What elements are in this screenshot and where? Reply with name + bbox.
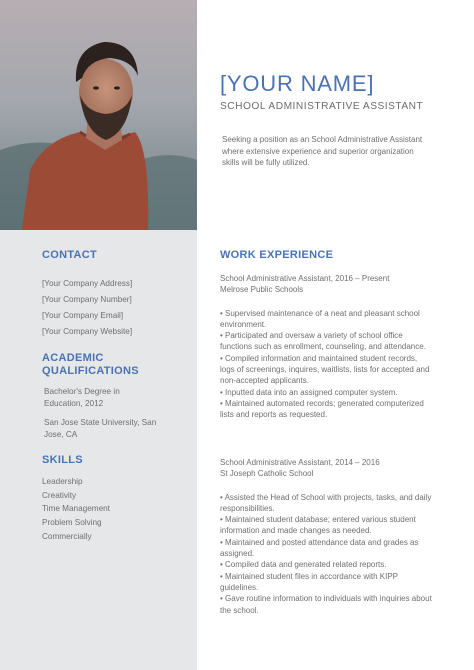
job-entry xyxy=(220,273,432,421)
skills-list xyxy=(42,475,192,544)
job-bullet: • Maintained student database; entered various student information and made changes as needed. xyxy=(220,515,416,536)
job-company: St Joseph Catholic School xyxy=(220,469,314,479)
job-bullet: • Inputted data into an assigned computer system. xyxy=(220,387,398,397)
contact-heading: CONTACT xyxy=(42,249,98,261)
education-school-line2: Jose, CA xyxy=(44,429,78,439)
contact-address: [Your Company Address] xyxy=(42,279,133,288)
education-school xyxy=(42,417,192,440)
sidebar xyxy=(0,0,197,670)
skill-item: Leadership xyxy=(42,477,83,486)
job-bullet: • Compiled information and maintained student records, logs of screenings, inquires, waitlists, lists for accepted and non-accepted applicants. xyxy=(220,353,430,386)
work-experience-heading: WORK EXPERIENCE xyxy=(220,249,334,261)
job-bullet: • Gave routine information to individuals with inquiries about the school. xyxy=(220,594,432,615)
job-title: School Administrative Assistant, 2016 – Present xyxy=(220,274,390,283)
job-bullet: • Maintained and posted attendance data and grades as assigned. xyxy=(220,537,419,559)
contact-number: [Your Company Number] xyxy=(42,295,132,304)
job-bullet: • Supervised maintenance of a neat and pleasant school environment. xyxy=(220,308,420,329)
contact-list xyxy=(42,276,192,340)
contact-website: [Your Company Website] xyxy=(42,327,133,336)
job-bullet: • Participated and oversaw a variety of school office functions such as enrollment, counseling, and attendance. xyxy=(220,331,426,352)
skill-item: Time Management xyxy=(42,504,110,514)
summary: Seeking a position as an School Administrative Assistant where extensive experience and superior organization skills will be fully utilized. xyxy=(222,135,423,167)
profile-photo xyxy=(0,0,197,230)
education-degree-line2: Education, 2012 xyxy=(44,398,104,408)
skill-item: Creativity xyxy=(42,490,77,500)
job-bullet: • Compiled data and generated related reports. xyxy=(220,560,387,570)
education-heading-line1: ACADEMIC xyxy=(42,352,104,364)
education-heading xyxy=(42,352,192,378)
skill-item: Commercially xyxy=(42,531,92,541)
job-bullets xyxy=(220,308,432,421)
job-bullet: • Assisted the Head of School with projects, tasks, and daily responsibilities. xyxy=(220,492,432,513)
candidate-name: [YOUR NAME] xyxy=(220,71,375,96)
skill-item: Problem Solving xyxy=(42,518,102,528)
education-degree-line1: Bachelor's Degree in xyxy=(44,387,120,396)
skills-heading: SKILLS xyxy=(42,454,83,466)
education-heading-line2: QUALIFICATIONS xyxy=(42,365,139,377)
contact-email: [Your Company Email] xyxy=(42,311,124,320)
job-company: Melrose Public Schools xyxy=(220,285,304,295)
job-bullet: • Maintained student files in accordance with KIPP guidelines. xyxy=(220,571,398,592)
job-title: School Administrative Assistant, 2014 – 2016 xyxy=(220,458,380,467)
job-entry xyxy=(220,457,432,616)
education-degree xyxy=(42,386,192,409)
job-bullets xyxy=(220,492,432,616)
education-school-line1: San Jose State University, San xyxy=(44,418,157,427)
job-role: SCHOOL ADMINISTRATIVE ASSISTANT xyxy=(220,101,424,112)
job-bullet: • Maintained automated records; generated computerized lists and reports as requested. xyxy=(220,398,424,420)
